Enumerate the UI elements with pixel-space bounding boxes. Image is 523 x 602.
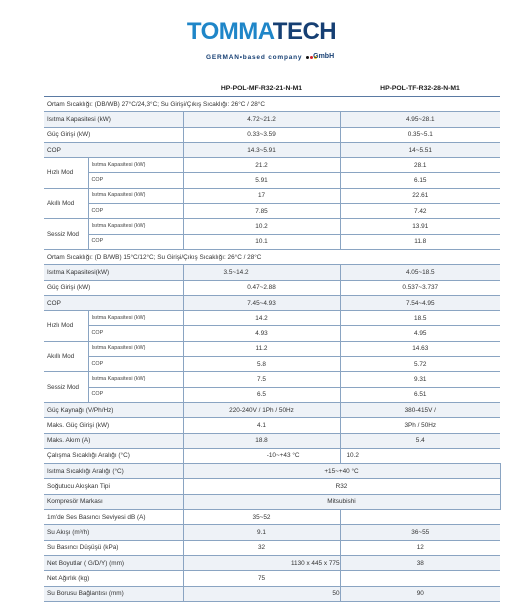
value-model-1: 10.2 xyxy=(183,219,340,234)
logo-gmbh: GmbH xyxy=(313,53,335,60)
table-row xyxy=(44,402,500,417)
value-model-1: 4.93 xyxy=(183,326,340,341)
mode-label: Akıllı Mod xyxy=(44,341,88,372)
value-model-1: 18.8 xyxy=(183,433,340,448)
value-model-1: 10.1 xyxy=(183,234,340,249)
value-shared: +15~+40 °C xyxy=(183,464,500,479)
value-shared: 1130 x 445 x 775 xyxy=(183,555,340,570)
value-model-1: 17 xyxy=(183,188,340,203)
value-shared: R32 xyxy=(183,479,500,494)
value-model-2: 5.4 xyxy=(340,433,500,448)
row-label: Güç Girişi (kW) xyxy=(44,127,183,142)
value-model-2 xyxy=(340,571,500,586)
value-model-1: 21.2 xyxy=(183,158,340,173)
value-model-2: 12 xyxy=(340,540,500,555)
value-model-2: 38 xyxy=(340,555,500,570)
company-logo xyxy=(0,18,523,61)
sub-label: COP xyxy=(88,204,183,219)
row-label: COP xyxy=(44,142,183,157)
table-row xyxy=(44,341,500,356)
logo-brand-part-b: TECH xyxy=(272,18,337,45)
table-row xyxy=(44,173,500,188)
table-row xyxy=(44,433,500,448)
row-label: Güç Girişi (kW) xyxy=(44,280,183,295)
value-model-1: 50 xyxy=(183,586,340,601)
section-2-title-row xyxy=(44,249,500,264)
value-model-1: 75 xyxy=(183,571,340,586)
table-row xyxy=(44,571,500,586)
sub-label: Isıtma Kapasitesi (kW) xyxy=(88,158,183,173)
table-row xyxy=(44,540,500,555)
value-model-2: 36~55 xyxy=(340,525,500,540)
value-model-2: 3Ph / 50Hz xyxy=(340,418,500,433)
row-label: Maks. Akım (A) xyxy=(44,433,183,448)
table-row xyxy=(44,418,500,433)
value-shared: -10~+43 °C xyxy=(183,448,340,463)
value-model-1: 0.47~2.88 xyxy=(183,280,340,295)
table-row xyxy=(44,326,500,341)
table-row xyxy=(44,479,500,494)
mode-label: Akıllı Mod xyxy=(44,188,88,219)
row-label: Çalışma Sıcaklığı Aralığı (°C) xyxy=(44,448,183,463)
value-model-2: 14~5.51 xyxy=(340,142,500,157)
value-model-2: 380-415V / xyxy=(340,402,500,417)
value-model-1: 32 xyxy=(183,540,340,555)
mode-label: Hızlı Mod xyxy=(44,158,88,189)
table-header-row xyxy=(44,80,500,97)
value-model-1: 11.2 xyxy=(183,341,340,356)
value-model-2: 7.54~4.95 xyxy=(340,295,500,310)
flag-dot-black xyxy=(306,56,309,59)
sub-label: Isıtma Kapasitesi (kW) xyxy=(88,188,183,203)
value-model-1: 7.85 xyxy=(183,204,340,219)
row-label: 1m'de Ses Basıncı Seviyesi dB (A) xyxy=(44,510,183,525)
logo-brand-part-a: TOMMA xyxy=(186,18,273,45)
table-row xyxy=(44,387,500,402)
logo-tagline xyxy=(0,54,523,61)
table-row xyxy=(44,357,500,372)
row-label: Net Boyutlar ( G/D/Y) (mm) xyxy=(44,555,183,570)
row-label: Su Akışı (m³/h) xyxy=(44,525,183,540)
value-model-1: 5.91 xyxy=(183,173,340,188)
value-model-1: 4.72~21.2 xyxy=(183,112,340,127)
value-model-1: 7.45~4.93 xyxy=(183,295,340,310)
mode-label: Sessiz Mod xyxy=(44,372,88,403)
section-1-title: Ortam Sıcaklığı: (DB/WB) 27°C/24,3°C; Su Girişi/Çıkış Sıcaklığı: 26°C / 28°C xyxy=(44,97,500,112)
table-row xyxy=(44,188,500,203)
table-row xyxy=(44,112,500,127)
table-row xyxy=(44,295,500,310)
row-label: Isıtma Kapasitesi (kW) xyxy=(44,112,183,127)
value-model-2: 28.1 xyxy=(340,158,500,173)
value-model-1: 4.1 xyxy=(183,418,340,433)
table-row xyxy=(44,555,500,570)
value-model-1: 3.5~14.2 xyxy=(183,265,340,280)
row-label: Soğutucu Akışkan Tipi xyxy=(44,479,183,494)
table-row xyxy=(44,280,500,295)
row-label: Net Ağırlık (kg) xyxy=(44,571,183,586)
table-row xyxy=(44,510,500,525)
table-row xyxy=(44,158,500,173)
row-label: Isıtma Kapasitesi(kW) xyxy=(44,265,183,280)
value-model-1: 7.5 xyxy=(183,372,340,387)
row-label: Güç Kaynağı (V/Ph/Hz) xyxy=(44,402,183,417)
value-model-2: 10.2 xyxy=(340,448,500,463)
sub-label: Isıtma Kapasitesi (kW) xyxy=(88,341,183,356)
section-2-title: Ortam Sıcaklığı: (D B/WB) 15°C/12°C; Su Girişi/Çıkış Sıcaklığı: 26°C / 28°C xyxy=(44,249,500,264)
value-model-2: 11.8 xyxy=(340,234,500,249)
value-model-2: 4.95 xyxy=(340,326,500,341)
value-model-2: 18.5 xyxy=(340,311,500,326)
section-1-title-row xyxy=(44,97,500,112)
sub-label: Isıtma Kapasitesi (kW) xyxy=(88,219,183,234)
value-model-1: 35~52 xyxy=(183,510,340,525)
mode-label: Sessiz Mod xyxy=(44,219,88,250)
value-model-2: 5.72 xyxy=(340,357,500,372)
spec-table xyxy=(44,80,501,602)
table-row xyxy=(44,219,500,234)
model-2-header: HP-POL-TF-R32-28-N-M1 xyxy=(340,80,500,97)
sub-label: COP xyxy=(88,387,183,402)
sub-label: COP xyxy=(88,173,183,188)
row-label: Kompresör Markası xyxy=(44,494,183,509)
mode-label: Hızlı Mod xyxy=(44,311,88,342)
table-row xyxy=(44,311,500,326)
model-1-header: HP-POL-MF-R32-21-N-M1 xyxy=(183,80,340,97)
row-label: Isıtma Sıcaklığı Aralığı (°C) xyxy=(44,464,183,479)
sub-label: COP xyxy=(88,234,183,249)
row-label: Su Borusu Bağlantısı (mm) xyxy=(44,586,183,601)
value-model-1: 14.3~5.91 xyxy=(183,142,340,157)
value-model-2 xyxy=(340,510,500,525)
table-row xyxy=(44,372,500,387)
value-model-1: 220-240V / 1Ph / 50Hz xyxy=(183,402,340,417)
value-shared: Mitsubishi xyxy=(183,494,500,509)
value-model-2: 6.51 xyxy=(340,387,500,402)
value-model-2: 6.15 xyxy=(340,173,500,188)
value-model-2: 22.61 xyxy=(340,188,500,203)
value-model-2: 90 xyxy=(340,586,500,601)
table-row xyxy=(44,142,500,157)
value-model-2: 0.35~5.1 xyxy=(340,127,500,142)
table-row xyxy=(44,234,500,249)
row-label: Su Basıncı Düşüşü (kPa) xyxy=(44,540,183,555)
table-row xyxy=(44,525,500,540)
table-row xyxy=(44,265,500,280)
value-model-1: 0.33~3.59 xyxy=(183,127,340,142)
value-model-2: 13.91 xyxy=(340,219,500,234)
table-row xyxy=(44,586,500,601)
value-model-1: 14.2 xyxy=(183,311,340,326)
header-empty-cell xyxy=(44,80,183,97)
table-row xyxy=(44,204,500,219)
table-row xyxy=(44,127,500,142)
value-model-2: 9.31 xyxy=(340,372,500,387)
value-model-2: 4.95~28.1 xyxy=(340,112,500,127)
sub-label: COP xyxy=(88,326,183,341)
logo-tagline-text: GERMAN•based company xyxy=(206,54,303,61)
row-label: COP xyxy=(44,295,183,310)
row-label: Maks. Güç Girişi (kW) xyxy=(44,418,183,433)
value-model-1: 9.1 xyxy=(183,525,340,540)
sub-label: Isıtma Kapasitesi (kW) xyxy=(88,311,183,326)
sub-label: Isıtma Kapasitesi (kW) xyxy=(88,372,183,387)
value-model-2: 0.537~3.737 xyxy=(340,280,500,295)
value-model-1: 5.8 xyxy=(183,357,340,372)
value-model-2: 14.63 xyxy=(340,341,500,356)
sub-label: COP xyxy=(88,357,183,372)
value-model-1: 6.5 xyxy=(183,387,340,402)
value-model-2: 4.05~18.5 xyxy=(340,265,500,280)
table-row xyxy=(44,494,500,509)
value-model-2: 7.42 xyxy=(340,204,500,219)
table-row xyxy=(44,464,500,479)
table-row xyxy=(44,448,500,463)
